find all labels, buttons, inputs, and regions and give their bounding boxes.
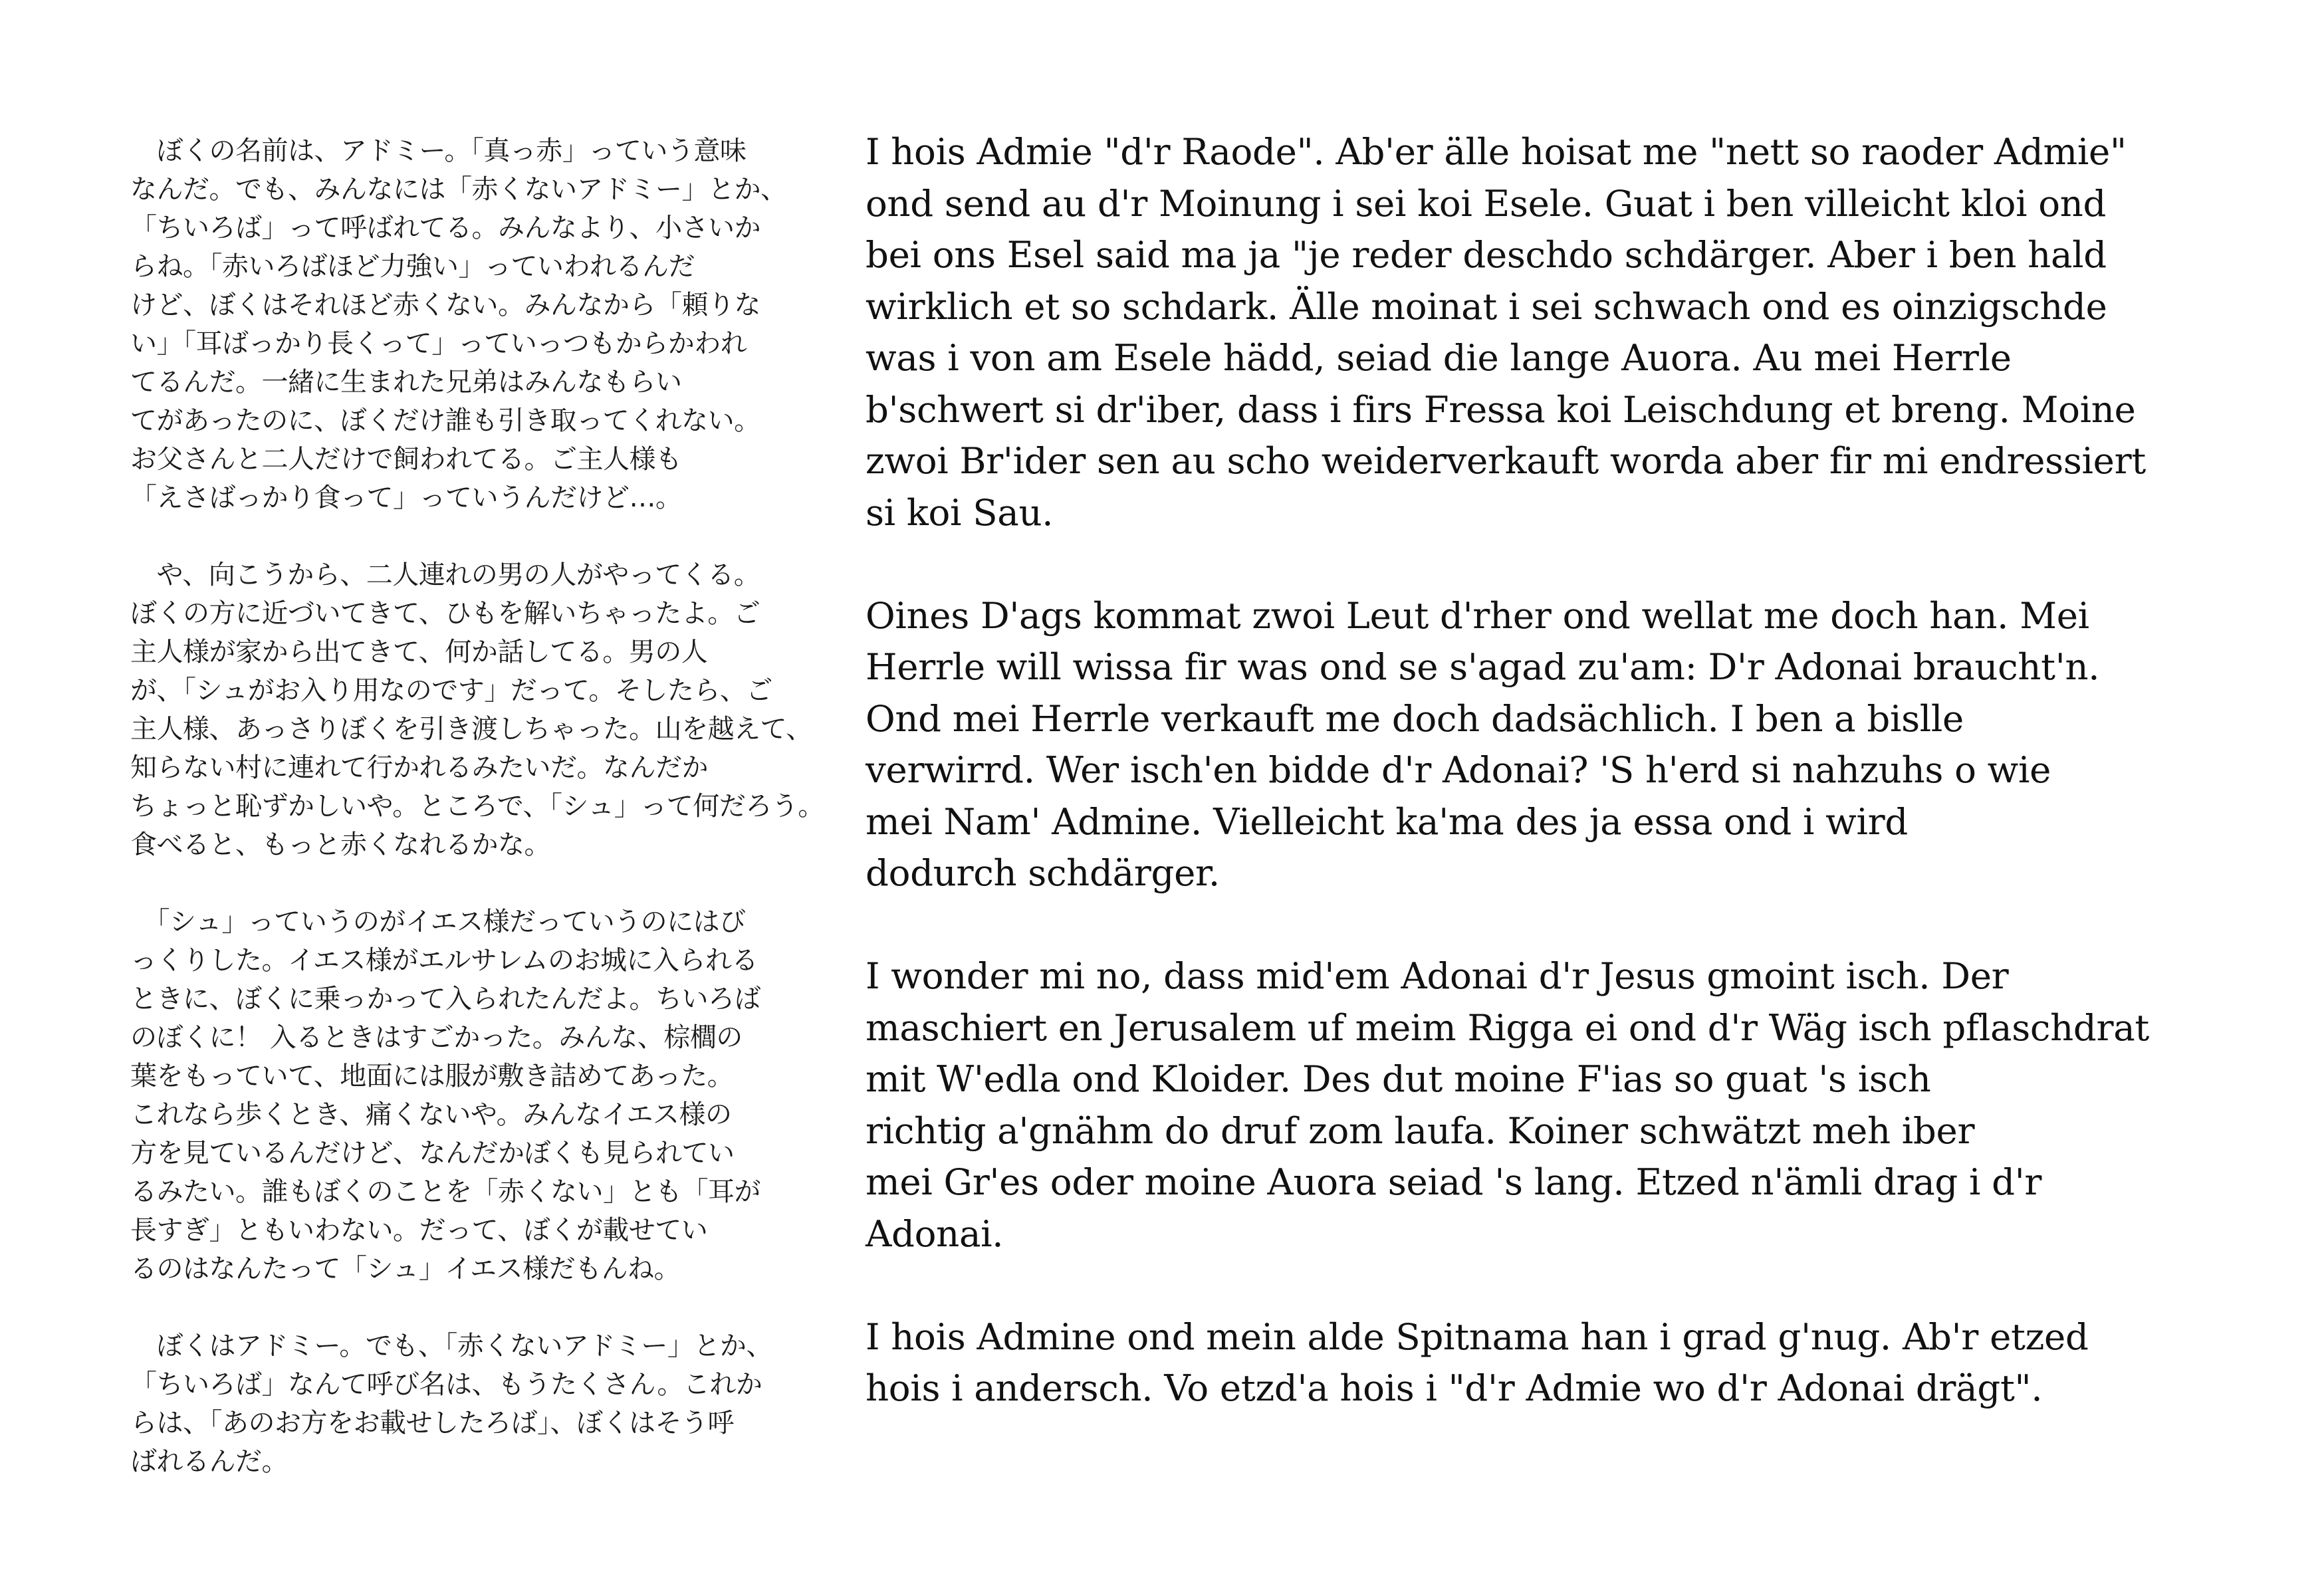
text-line: これなら歩くとき、痛くないや。みんなイエス様の [130,1099,732,1130]
text-line: zwoi Br'ider sen au scho weiderverkauft worda aber fir mi endressiert [866,439,2146,482]
text-line: っくりした。イエス様がエルサレムのお城に入られる [130,945,758,976]
text-line: 「シュ」っていうのがイエス様だっていうのにはび [130,907,746,937]
text-line: I hois Admine ond mein alde Spitnama han i grad g'nug. Ab'r etzed [866,1315,2089,1358]
text-line: I wonder mi no, dass mid'em Adonai d'r Jesus gmoint isch. Der [866,954,2009,997]
text-line: お父さんと二人だけで飼われてる。ご主人様も [130,444,682,475]
text-line: mei Gr'es oder moine Auora seiad 's lang. Etzed n'ämli drag i d'r [866,1161,2042,1203]
text-line: るみたい。誰もぼくのことを「赤くない」とも「耳が [130,1177,760,1207]
swabian-paragraph-2 [866,590,2301,899]
text-line: 「えさばっかり食って」っていうんだけど…。 [130,483,682,513]
text-line: 食べると、もっと赤くなれるかな。 [130,830,550,860]
text-line: や、向こうから、二人連れの男の人がやってくる。 [130,560,760,590]
swabian-paragraph-3 [866,951,2301,1260]
text-line: ぼくはアドミー。でも、「赤くないアドミー」とか、 [130,1331,772,1361]
text-line: I hois Admie "d'r Raode". Ab'er älle hoisat me "nett so raoder Admie" [866,130,2127,173]
swabian-text-column [866,126,2301,1414]
text-line: Oines D'ags kommat zwoi Leut d'rher ond wellat me doch han. Mei [866,594,2089,637]
text-line: 「ちいろば」って呼ばれてる。みんなより、小さいか [130,213,760,243]
text-line: richtig a'gnähm do druf zom laufa. Koiner schwätzt meh iber [866,1109,1975,1152]
japanese-paragraph-1 [130,132,875,517]
text-line: らね。「赤いろばほど力強い」っていわれるんだ [130,251,695,282]
text-line: ぼくの名前は、アドミー。「真っ赤」っていう意味 [130,136,747,166]
swabian-paragraph-1 [866,126,2301,538]
text-line: b'schwert si dr'iber, dass i firs Fressa koi Leischdung et breng. Moine [866,388,2136,431]
text-line: dodurch schdärger. [866,851,1220,894]
text-line: 主人様が家から出てきて、何か話してる。男の人 [130,637,708,667]
text-line: was i von am Esele hädd, seiad die lange Auora. Au mei Herrle [866,336,2012,379]
text-line: si koi Sau. [866,491,1054,534]
text-line: なんだ。でも、みんなには「赤くないアドミー」とか、 [130,174,787,205]
text-line: 方を見ているんだけど、なんだかぼくも見られてい [130,1138,735,1169]
text-line: 長すぎ」ともいわない。だって、ぼくが載せてい [130,1215,708,1246]
text-line: bei ons Esel said ma ja "je reder deschdo schdärger. Aber i ben hald [866,233,2107,276]
text-line: てがあったのに、ぼくだけ誰も引き取ってくれない。 [130,405,760,436]
text-line: ちょっと恥ずかしいや。ところで、「シュ」って何だろう。 [130,791,824,822]
japanese-paragraph-4 [130,1327,875,1481]
text-line: Adonai. [866,1212,1004,1255]
text-line: Herrle will wissa fir was ond se s'agad zu'am: D'r Adonai braucht'n. [866,645,2100,688]
text-line: てるんだ。一緒に生まれた兄弟はみんなもらい [130,367,682,397]
text-line: maschiert en Jerusalem uf meim Rigga ei ond d'r Wäg isch pflaschdrat [866,1006,2150,1049]
text-line: hois i andersch. Vo etzd'a hois i "d'r Admie wo d'r Adonai drägt". [866,1367,2043,1409]
japanese-paragraph-2 [130,556,875,864]
text-line: 葉をもっていて、地面には服が敷き詰めてあった。 [130,1061,734,1091]
japanese-paragraph-3 [130,903,875,1288]
text-line: Ond mei Herrle verkauft me doch dadsächlich. I ben a bislle [866,697,1964,740]
text-line: 主人様、あっさりぼくを引き渡しちゃった。山を越えて、 [130,714,812,744]
text-line: が、「シュがお入り用なのです」だって。そしたら、ご [130,675,772,706]
text-line: けど、ぼくはそれほど赤くない。みんなから「頼りな [130,290,760,320]
text-line: のぼくに！ 入るときはすごかった。みんな、棕櫚の [130,1022,743,1053]
japanese-text-column [130,132,875,1481]
text-line: 知らない村に連れて行かれるみたいだ。なんだか [130,752,708,783]
text-line: 「ちいろば」なんて呼び名は、もうたくさん。これか [130,1369,762,1400]
text-line: wirklich et so schdark. Älle moinat i sei schwach ond es oinzigschde [866,284,2107,328]
text-line: らは、「あのお方をお載せしたろば」、ぼくはそう呼 [130,1408,734,1438]
text-line: い」「耳ばっかり長くって」っていっつもからかわれ [130,328,747,359]
text-line: mei Nam' Admine. Vielleicht ka'ma des ja essa ond i wird [866,800,1908,843]
text-line: ばれるんだ。 [130,1446,288,1477]
text-line: ときに、ぼくに乗っかって入られたんだよ。ちいろば [130,984,760,1014]
text-line: mit W'edla ond Kloider. Des dut moine F'ias so guat 's isch [866,1058,1931,1100]
text-line: るのはなんたって「シュ」イエス様だもんね。 [130,1254,681,1284]
text-line: ond send au d'r Moinung i sei koi Esele. Guat i ben villeicht kloi ond [866,181,2107,225]
text-line: ぼくの方に近づいてきて、ひもを解いちゃったよ。ご [130,598,760,629]
swabian-paragraph-4 [866,1311,2301,1414]
text-line: verwirrd. Wer isch'en bidde d'r Adonai? 'S h'erd si nahzuhs o wie [866,748,2051,791]
